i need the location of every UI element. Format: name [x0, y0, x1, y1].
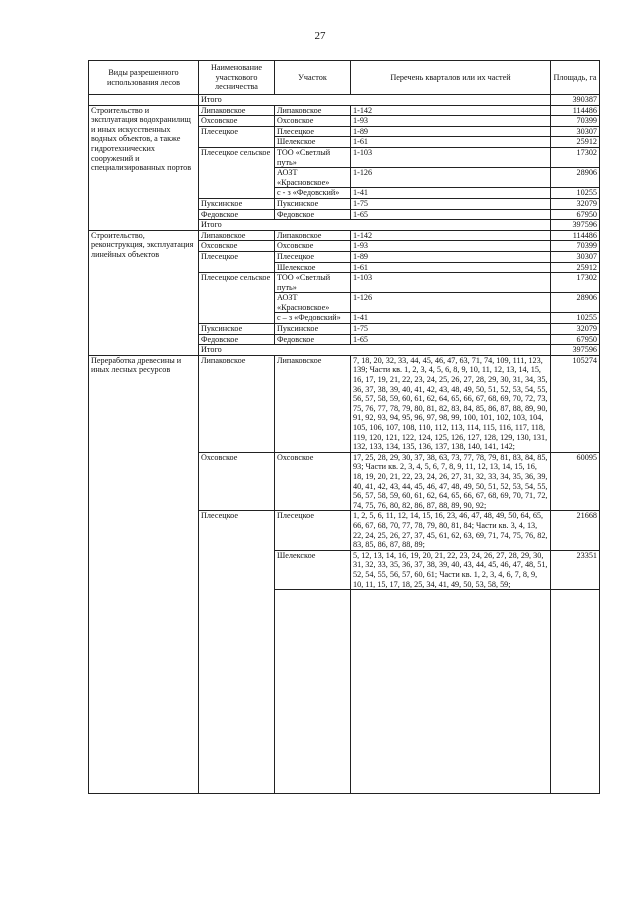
- area-cell: 10255: [551, 313, 600, 324]
- section-cell: ТОО «Светлый путь»: [275, 273, 351, 293]
- section-cell: Охсовское: [275, 452, 351, 511]
- district-cell: Пуксинское: [199, 324, 275, 335]
- section-cell: АОЗТ «Красновское»: [275, 293, 351, 313]
- section-cell: с - з «Федовский»: [275, 188, 351, 199]
- area-cell: 70399: [551, 116, 600, 127]
- section-cell: ТОО «Светлый путь»: [275, 147, 351, 167]
- area-cell: 28906: [551, 168, 600, 188]
- total-label: Итого: [199, 220, 551, 231]
- quarters-cell: 5, 12, 13, 14, 16, 19, 20, 21, 22, 23, 24, 26, 27, 28, 29, 30, 31, 32, 33, 35, 36, 37, 38, 39, 40, 43, 44, 45, 46, 47, 48, 51, 52, 54, 55, 56, 57, 60, 61; Части кв. 1, 2, 3, 4, 6, 7, 8, 9, 10, 11, 15, 17, 18, 25, 34, 41, 49, 50, 53, 58, 59;: [351, 550, 551, 589]
- district-cell: Плесецкое сельское: [199, 273, 275, 324]
- area-cell: 60095: [551, 452, 600, 511]
- quarters-cell: 7, 18, 20, 32, 33, 44, 45, 46, 47, 63, 71, 74, 109, 111, 123, 139; Части кв. 1, 2, 3, 4, 5, 6, 8, 9, 10, 11, 12, 13, 14, 15, 16, 17, 19, 21, 22, 23, 24, 25, 26, 27, 28, 29, 30, 31, 34, 35, 36, 37, 38, 39, 40, 41, 42, 43, 48, 49, 50, 51, 52, 53, 54, 55, 56, 57, 58, 59, 60, 61, 62, 64, 65, 66, 67, 68, 69, 70, 72, 73, 75, 76, 77, 78, 79, 80, 81, 82, 83, 84, 85, 86, 87, 88, 89, 90, 91, 92, 93, 94, 95, 96, 97, 98, 99, 100, 101, 102, 103, 104, 105, 106, 107, 108, 110, 112, 113, 114, 115, 116, 117, 118, 119, 120, 121, 122, 124, 125, 126, 127, 128, 129, 130, 131, 132, 133, 134, 135, 136, 137, 138, 140, 141, 142;: [351, 355, 551, 452]
- section-cell: Пуксинское: [275, 198, 351, 209]
- quarters-cell: 1-75: [351, 198, 551, 209]
- quarters-cell: 1-93: [351, 116, 551, 127]
- area-cell: 30307: [551, 126, 600, 137]
- quarters-cell: 1-89: [351, 126, 551, 137]
- quarters-cell: 1-89: [351, 251, 551, 262]
- area-cell: 25912: [551, 262, 600, 273]
- header-row: [89, 61, 600, 95]
- section-cell: Плесецкое: [275, 126, 351, 137]
- header-quarters: Перечень кварталов или их частей: [351, 61, 551, 95]
- quarters-cell: 1-126: [351, 168, 551, 188]
- quarters-cell: 17, 25, 28, 29, 30, 37, 38, 63, 73, 77, 78, 79, 81, 83, 84, 85, 93; Части кв. 2, 3, 4, 5, 6, 7, 8, 9, 11, 12, 13, 14, 15, 16, 18, 19, 20, 21, 22, 23, 24, 26, 27, 31, 32, 33, 34, 35, 36, 39, 40, 41, 42, 43, 44, 45, 46, 47, 48, 49, 50, 51, 52, 53, 54, 55, 56, 57, 58, 59, 60, 61, 62, 64, 65, 66, 67, 68, 69, 70, 71, 72, 74, 75, 76, 80, 82, 86, 87, 88, 89, 90, 92;: [351, 452, 551, 511]
- header-area: Площадь, га: [551, 61, 600, 95]
- district-cell: Охсовское: [199, 452, 275, 511]
- quarters-cell: 1-65: [351, 209, 551, 220]
- section-cell: с – з «Федовский»: [275, 313, 351, 324]
- section-cell: Федовское: [275, 209, 351, 220]
- total-area: 397596: [551, 345, 600, 356]
- use-type-cell: Строительство, реконструкция, эксплуатация линейных объектов: [89, 230, 199, 355]
- section-cell: Охсовское: [275, 116, 351, 127]
- district-cell: Плесецкое: [199, 126, 275, 147]
- area-cell: 30307: [551, 251, 600, 262]
- area-cell: 28906: [551, 293, 600, 313]
- total-area: 390387: [551, 95, 600, 106]
- area-cell: 32079: [551, 324, 600, 335]
- quarters-cell: 1-93: [351, 241, 551, 252]
- forest-use-table: [88, 60, 600, 794]
- use-type-cell: Строительство и эксплуатация водохранилищ и иных искусственных водных объектов, а также гидротехнических сооружений и специализированных портов: [89, 105, 199, 230]
- header-section: Участок: [275, 61, 351, 95]
- area-cell: 105274: [551, 355, 600, 452]
- header-use-type: Виды разрешенного использования лесов: [89, 61, 199, 95]
- quarters-cell: 1-61: [351, 137, 551, 148]
- area-cell: 67950: [551, 334, 600, 345]
- district-cell: Липаковское: [199, 105, 275, 116]
- section-cell: Шелекское: [275, 550, 351, 589]
- quarters-cell: 1-65: [351, 334, 551, 345]
- area-cell: 114486: [551, 105, 600, 116]
- district-cell: Охсовское: [199, 241, 275, 252]
- quarters-cell: 1-126: [351, 293, 551, 313]
- quarters-cell: 1-103: [351, 273, 551, 293]
- section-cell: Липаковское: [275, 355, 351, 452]
- area-cell: 23351: [551, 550, 600, 589]
- table-row: [89, 355, 600, 452]
- section-cell: Липаковское: [275, 230, 351, 241]
- total-label: Итого: [199, 95, 551, 106]
- quarters-cell: 1-61: [351, 262, 551, 273]
- quarters-cell: 1-142: [351, 105, 551, 116]
- district-cell: Липаковское: [199, 355, 275, 452]
- section-cell: Пуксинское: [275, 324, 351, 335]
- section-cell: Липаковское: [275, 105, 351, 116]
- section-cell: АОЗТ «Красновское»: [275, 168, 351, 188]
- section-cell: Плесецкое: [275, 511, 351, 550]
- section-cell: Охсовское: [275, 241, 351, 252]
- district-cell: Плесецкое: [199, 511, 275, 794]
- table-row: [89, 230, 600, 241]
- district-cell: Пуксинское: [199, 198, 275, 209]
- quarters-cell: 1, 2, 5, 6, 11, 12, 14, 15, 16, 23, 46, 47, 48, 49, 50, 64, 65, 66, 67, 68, 70, 77, 78, 79, 80, 81, 84; Части кв. 3, 4, 13, 22, 24, 25, 26, 27, 37, 45, 61, 62, 63, 69, 71, 74, 75, 76, 82, 83, 85, 86, 87, 88, 89;: [351, 511, 551, 550]
- section-cell: Плесецкое: [275, 251, 351, 262]
- district-cell: Плесецкое сельское: [199, 147, 275, 198]
- section-cell: Федовское: [275, 334, 351, 345]
- section-cell: Шелекское: [275, 262, 351, 273]
- top-total-row: [89, 95, 600, 106]
- quarters-cell: 1-103: [351, 147, 551, 167]
- header-district: Наименование участкового лесничества: [199, 61, 275, 95]
- table-row: [89, 105, 600, 116]
- quarters-cell: 1-75: [351, 324, 551, 335]
- district-cell: Липаковское: [199, 230, 275, 241]
- area-cell: 21668: [551, 511, 600, 550]
- district-cell: Плесецкое: [199, 251, 275, 272]
- area-cell: 10255: [551, 188, 600, 199]
- area-cell: 67950: [551, 209, 600, 220]
- quarters-cell: 1-41: [351, 313, 551, 324]
- area-cell: 17302: [551, 147, 600, 167]
- area-cell: 114486: [551, 230, 600, 241]
- section-cell: Шелекское: [275, 137, 351, 148]
- total-area: 397596: [551, 220, 600, 231]
- district-cell: Федовское: [199, 209, 275, 220]
- area-cell: 70399: [551, 241, 600, 252]
- district-cell: Федовское: [199, 334, 275, 345]
- quarters-cell: 1-142: [351, 230, 551, 241]
- use-type-cell: Переработка древесины и иных лесных ресурсов: [89, 355, 199, 793]
- area-cell: 17302: [551, 273, 600, 293]
- page-number: 27: [314, 30, 326, 42]
- quarters-cell: 1-41: [351, 188, 551, 199]
- area-cell: 32079: [551, 198, 600, 209]
- total-label: Итого: [199, 345, 551, 356]
- area-cell: 25912: [551, 137, 600, 148]
- district-cell: Охсовское: [199, 116, 275, 127]
